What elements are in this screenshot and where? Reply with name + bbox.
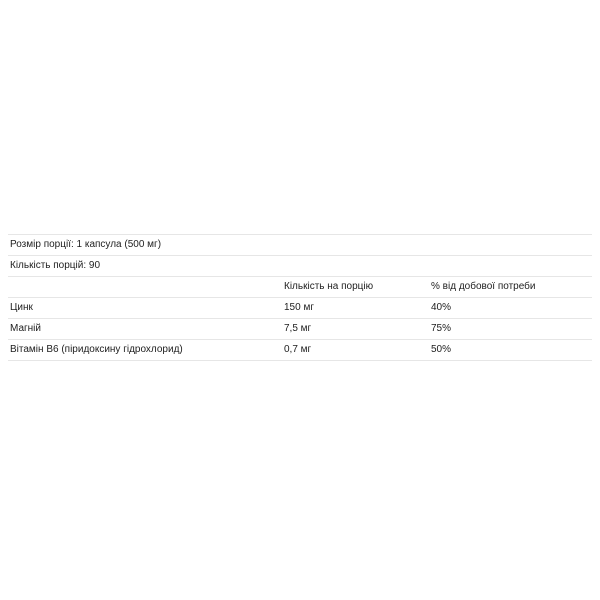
header-daily-value: % від добової потреби [431,281,536,292]
header-amount: Кількість на порцію [284,281,374,292]
ingredient-daily-value: 40% [431,302,452,313]
servings-count-text: Кількість порцій: 90 [10,260,101,271]
ingredient-amount: 7,5 мг [284,323,312,334]
table-header-row [8,277,592,298]
supplement-facts-table [8,234,592,361]
ingredient-name: Вітамін B6 (піридоксину гідрохлорид) [10,344,183,355]
table-row [8,319,592,340]
ingredient-daily-value: 75% [431,323,452,334]
ingredient-amount: 150 мг [284,302,314,313]
serving-size-text: Розмір порції: 1 капсула (500 мг) [10,239,162,250]
serving-size-row [8,235,592,256]
table-row [8,298,592,319]
ingredient-daily-value: 50% [431,344,452,355]
table-row [8,340,592,361]
ingredient-name: Цинк [10,302,33,313]
ingredient-amount: 0,7 мг [284,344,312,355]
servings-count-row [8,256,592,277]
ingredient-name: Магній [10,323,41,334]
